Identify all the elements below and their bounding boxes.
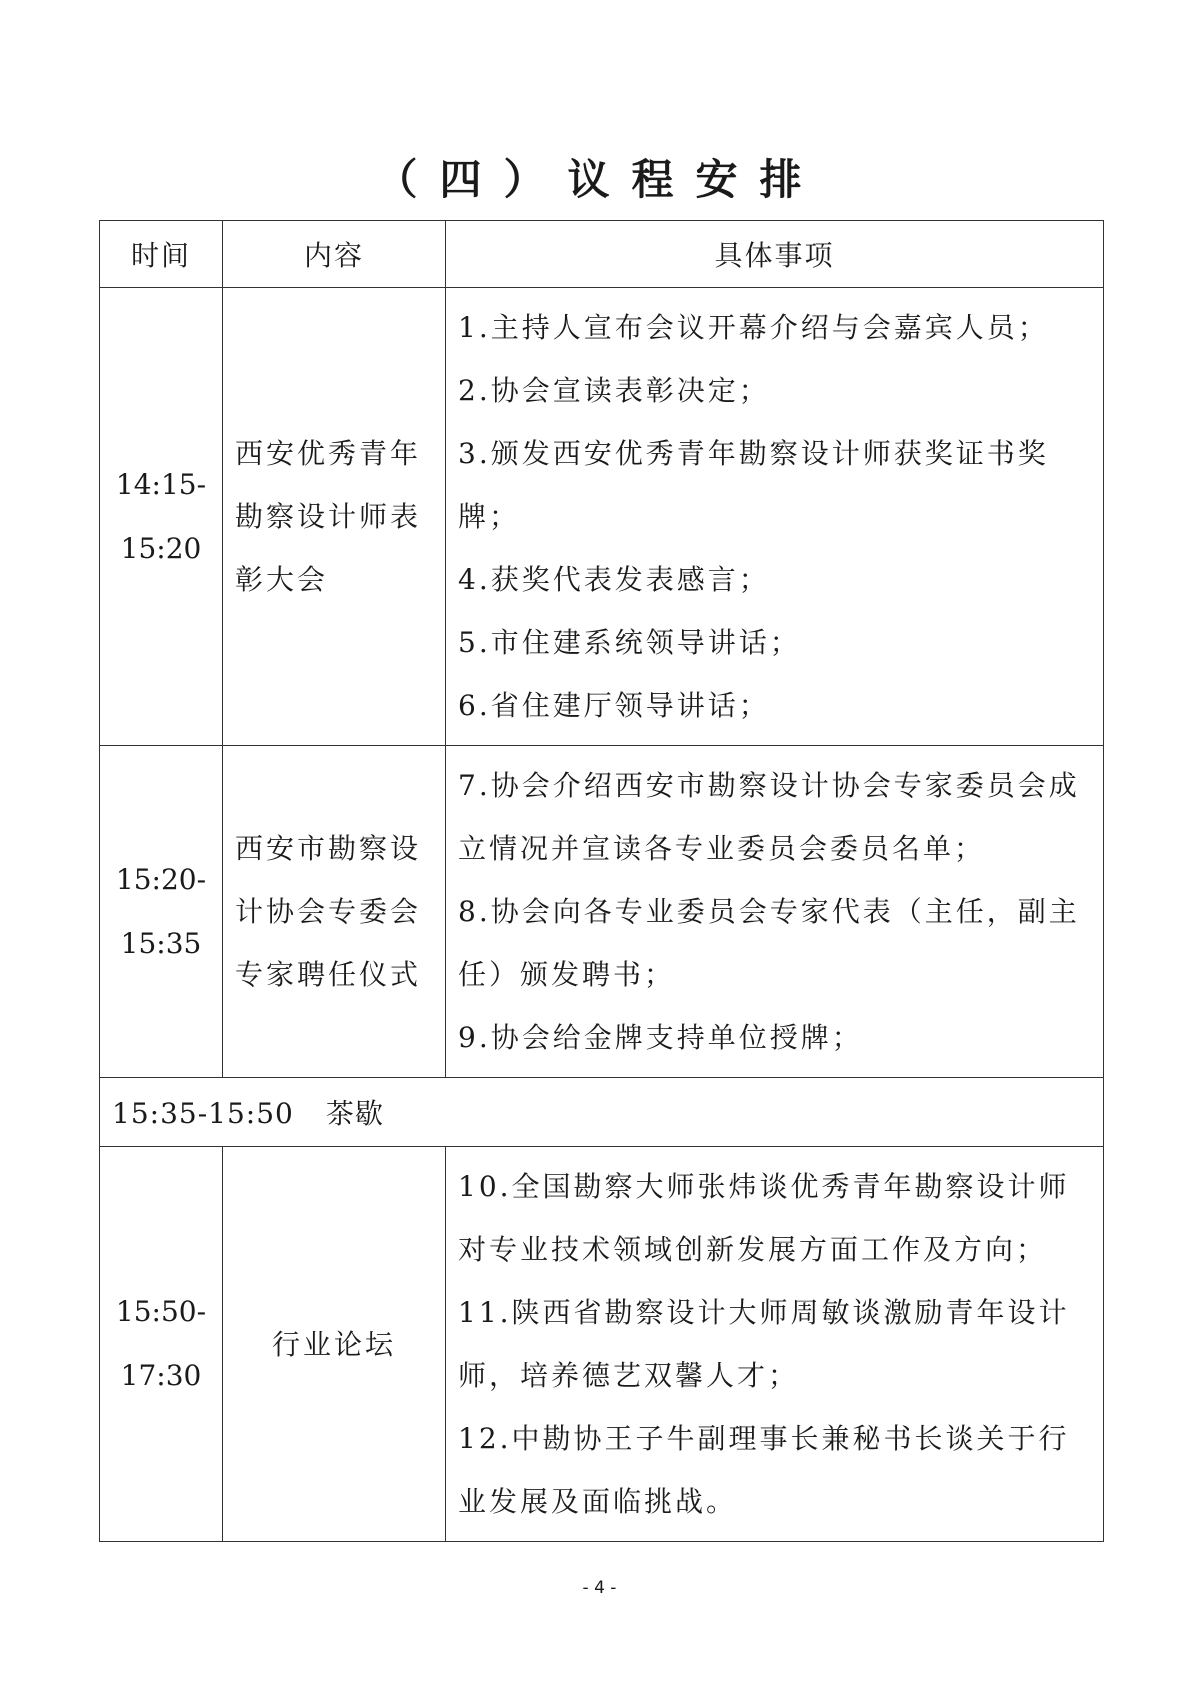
- time-end: 17:30: [120, 1359, 202, 1392]
- session-items: [446, 288, 1104, 746]
- session-content: 行业论坛: [223, 1147, 446, 1542]
- table-header-row: [100, 221, 1104, 288]
- agenda-item: 9.协会给金牌支持单位授牌；: [458, 1021, 863, 1054]
- agenda-item: 7.协会介绍西安市勘察设计协会专家委员会成立情况并宣读各专业委员会委员名单；: [458, 769, 1080, 865]
- break-time: 15:35-15:50: [112, 1097, 294, 1130]
- session-time: [100, 1147, 223, 1542]
- session-content: 西安优秀青年勘察设计师表彰大会: [223, 288, 446, 746]
- session-items: [446, 1147, 1104, 1542]
- time-start: 15:50-: [115, 1295, 207, 1328]
- table-row: [100, 1147, 1104, 1542]
- break-row: [100, 1078, 1104, 1147]
- header-content: 内容: [223, 221, 446, 288]
- session-time: [100, 746, 223, 1078]
- session-items: [446, 746, 1104, 1078]
- session-time: [100, 288, 223, 746]
- agenda-item: 3.颁发西安优秀青年勘察设计师获奖证书奖牌；: [458, 437, 1049, 533]
- page-number: - 4 -: [582, 1578, 617, 1598]
- agenda-item: 10.全国勘察大师张炜谈优秀青年勘察设计师对专业技术领域创新发展方面工作及方向；: [458, 1170, 1070, 1266]
- break-label: 茶歇: [325, 1097, 384, 1130]
- time-start: 14:15-: [115, 467, 207, 501]
- table-row: [100, 288, 1104, 746]
- session-content: 西安市勘察设计协会专委会专家聘任仪式: [223, 746, 446, 1078]
- page-title: （四）议程安排: [375, 155, 824, 204]
- agenda-item: 11.陕西省勘察设计大师周敏谈激励青年设计师，培养德艺双馨人才；: [458, 1296, 1070, 1392]
- agenda-item: 8.协会向各专业委员会专家代表（主任，副主任）颁发聘书；: [458, 895, 1080, 991]
- agenda-item: 4.获奖代表发表感言；: [458, 563, 770, 596]
- agenda-item: 1.主持人宣布会议开幕介绍与会嘉宾人员；: [458, 311, 1049, 344]
- agenda-item: 6.省住建厅领导讲话；: [458, 689, 770, 722]
- time-end: 15:20: [120, 531, 202, 565]
- break-cell: [100, 1078, 1104, 1147]
- table-row: [100, 746, 1104, 1078]
- header-time: 时间: [100, 221, 223, 288]
- agenda-table: [99, 220, 1104, 1542]
- time-start: 15:20-: [115, 862, 207, 896]
- time-end: 15:35: [120, 926, 202, 960]
- agenda-item: 12.中勘协王子牛副理事长兼秘书长谈关于行业发展及面临挑战。: [458, 1422, 1070, 1518]
- header-details: 具体事项: [446, 221, 1104, 288]
- agenda-item: 2.协会宣读表彰决定；: [458, 374, 770, 407]
- agenda-item: 5.市住建系统领导讲话；: [458, 626, 801, 659]
